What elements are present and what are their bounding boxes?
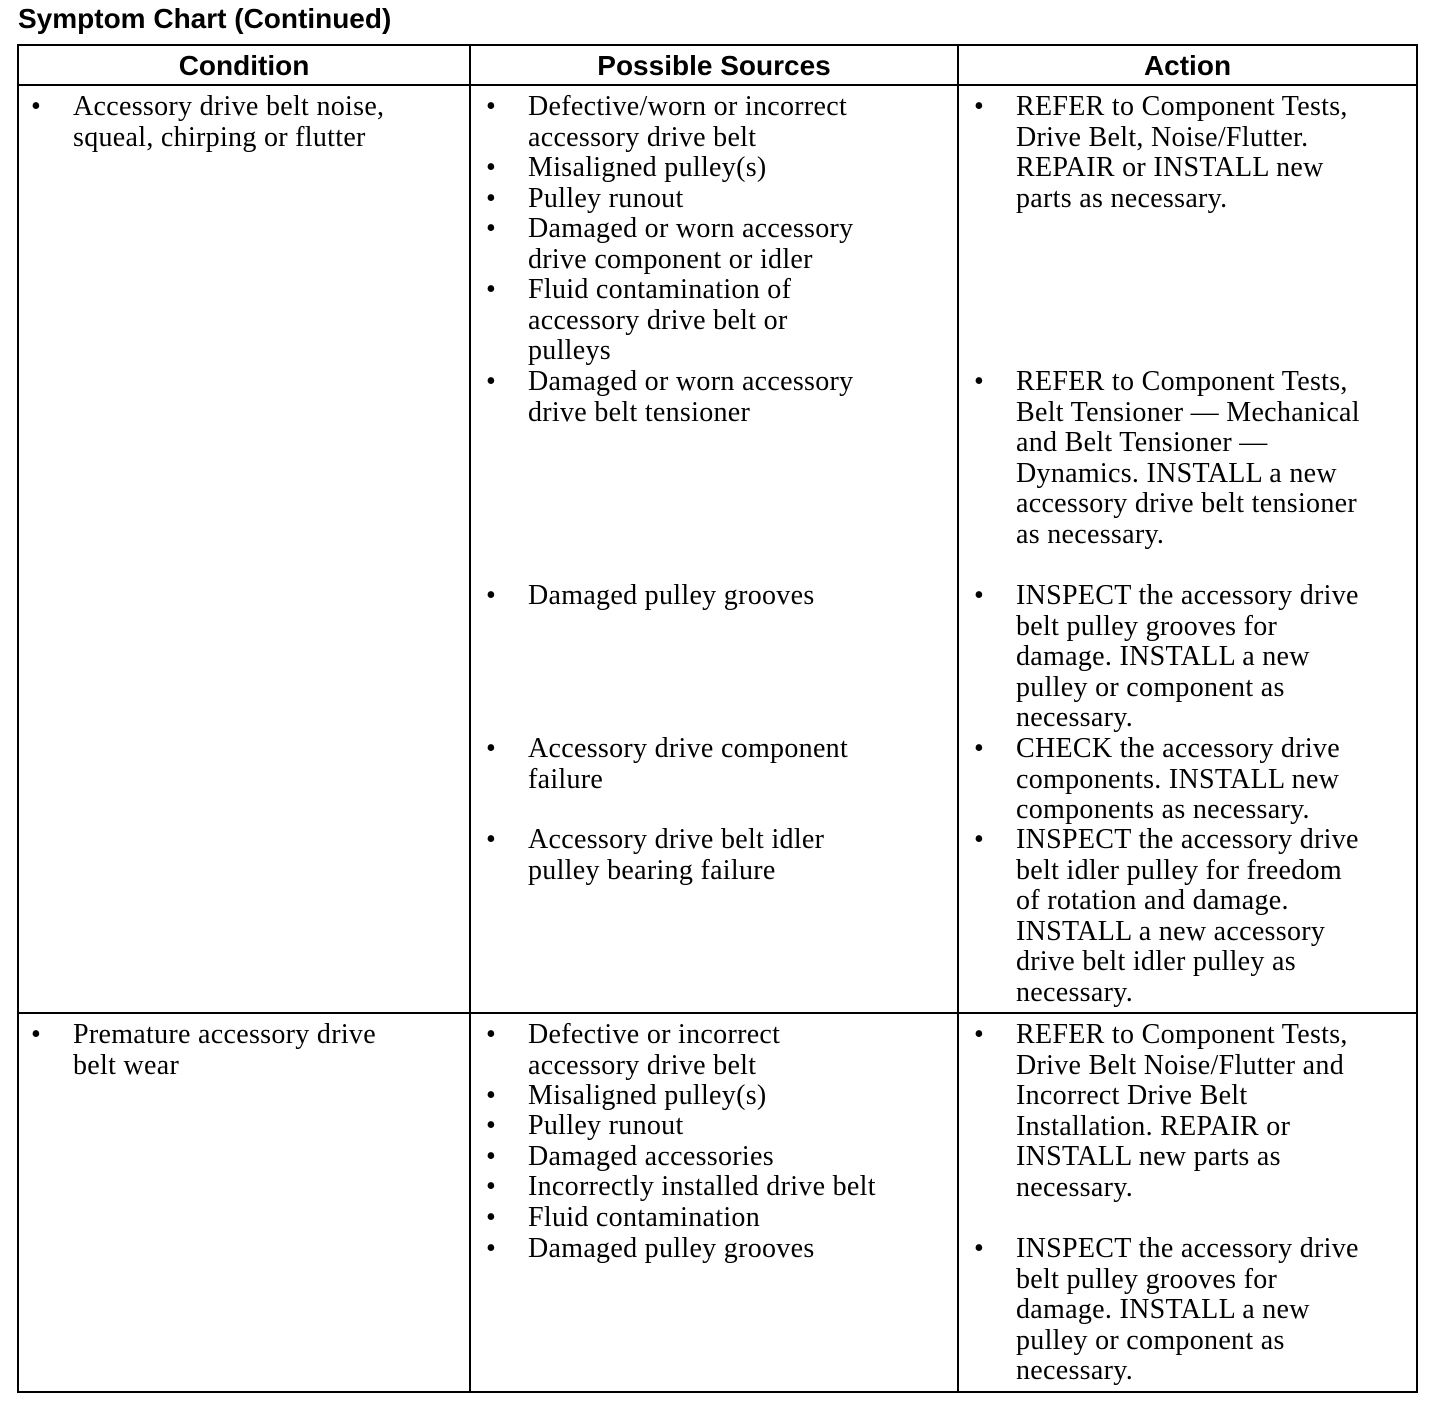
source-item: • Misaligned pulley(s) — [481, 153, 767, 184]
source-item: • Misaligned pulley(s) — [481, 1081, 767, 1112]
action-item: • INSPECT the accessory drive belt pulley grooves for damage. INSTALL a new pulley or component as necessary. — [969, 581, 1359, 734]
source-item: • Pulley runout — [481, 1111, 684, 1142]
row-divider — [17, 1012, 1418, 1014]
source-item: • Fluid contamination of accessory drive belt or pulleys — [481, 275, 791, 367]
source-item: • Fluid contamination — [481, 1203, 760, 1234]
bullet: • — [485, 274, 497, 305]
source-item: • Damaged pulley grooves — [481, 1234, 815, 1265]
bullet: • — [973, 580, 985, 611]
source-item: • Accessory drive component failure — [481, 734, 848, 795]
bullet: • — [30, 91, 42, 122]
action-item: • REFER to Component Tests, Drive Belt Noise/Flutter and Incorrect Drive Belt Installation. REPAIR or INSTALL new parts as necessary. — [969, 1020, 1348, 1204]
bullet: • — [485, 91, 497, 122]
bullet: • — [485, 1019, 497, 1050]
column-header-condition: Condition — [178, 50, 310, 81]
column-header-action: Action — [1143, 50, 1232, 81]
condition-item: • Premature accessory drive belt wear — [26, 1020, 376, 1081]
source-item: • Damaged or worn accessory drive component or idler — [481, 214, 853, 275]
bullet: • — [30, 1019, 42, 1050]
bullet: • — [973, 1233, 985, 1264]
page-title: Symptom Chart (Continued) — [18, 3, 392, 34]
column-divider — [957, 44, 959, 1393]
bullet: • — [485, 1233, 497, 1264]
bullet: • — [485, 1080, 497, 1111]
action-item: • INSPECT the accessory drive belt pulley grooves for damage. INSTALL a new pulley or component as necessary. — [969, 1234, 1359, 1387]
condition-item: • Accessory drive belt noise, squeal, chirping or flutter — [26, 92, 384, 153]
source-item: • Defective/worn or incorrect accessory drive belt — [481, 92, 847, 153]
bullet: • — [973, 824, 985, 855]
column-divider — [469, 44, 471, 1393]
source-item: • Pulley runout — [481, 184, 684, 215]
bullet: • — [485, 1202, 497, 1233]
source-item: • Damaged pulley grooves — [481, 581, 815, 612]
source-item: • Incorrectly installed drive belt — [481, 1172, 876, 1203]
source-item: • Accessory drive belt idler pulley bearing failure — [481, 825, 824, 886]
bullet: • — [485, 213, 497, 244]
action-item: • INSPECT the accessory drive belt idler pulley for freedom of rotation and damage. INSTALL a new accessory drive belt idler pulley as necessary. — [969, 825, 1359, 1009]
bullet: • — [973, 91, 985, 122]
bullet: • — [485, 580, 497, 611]
bullet: • — [485, 1141, 497, 1172]
source-item: • Damaged or worn accessory drive belt tensioner — [481, 367, 853, 428]
bullet: • — [485, 733, 497, 764]
source-item: • Damaged accessories — [481, 1142, 774, 1173]
bullet: • — [485, 152, 497, 183]
bullet: • — [485, 824, 497, 855]
action-item: • REFER to Component Tests, Belt Tensioner — Mechanical and Belt Tensioner — Dynamics. INSTALL a new accessory drive belt tensioner as necessary. — [969, 367, 1360, 551]
bullet: • — [485, 1110, 497, 1141]
action-item: • CHECK the accessory drive components. INSTALL new components as necessary. — [969, 734, 1340, 826]
bullet: • — [973, 1019, 985, 1050]
bullet: • — [485, 1171, 497, 1202]
source-item: • Defective or incorrect accessory drive belt — [481, 1020, 780, 1081]
bullet: • — [485, 183, 497, 214]
bullet: • — [485, 366, 497, 397]
bullet: • — [973, 366, 985, 397]
action-item: • REFER to Component Tests, Drive Belt, Noise/Flutter. REPAIR or INSTALL new parts as necessary. — [969, 92, 1348, 214]
column-header-possible-sources: Possible Sources — [597, 50, 831, 81]
bullet: • — [973, 733, 985, 764]
